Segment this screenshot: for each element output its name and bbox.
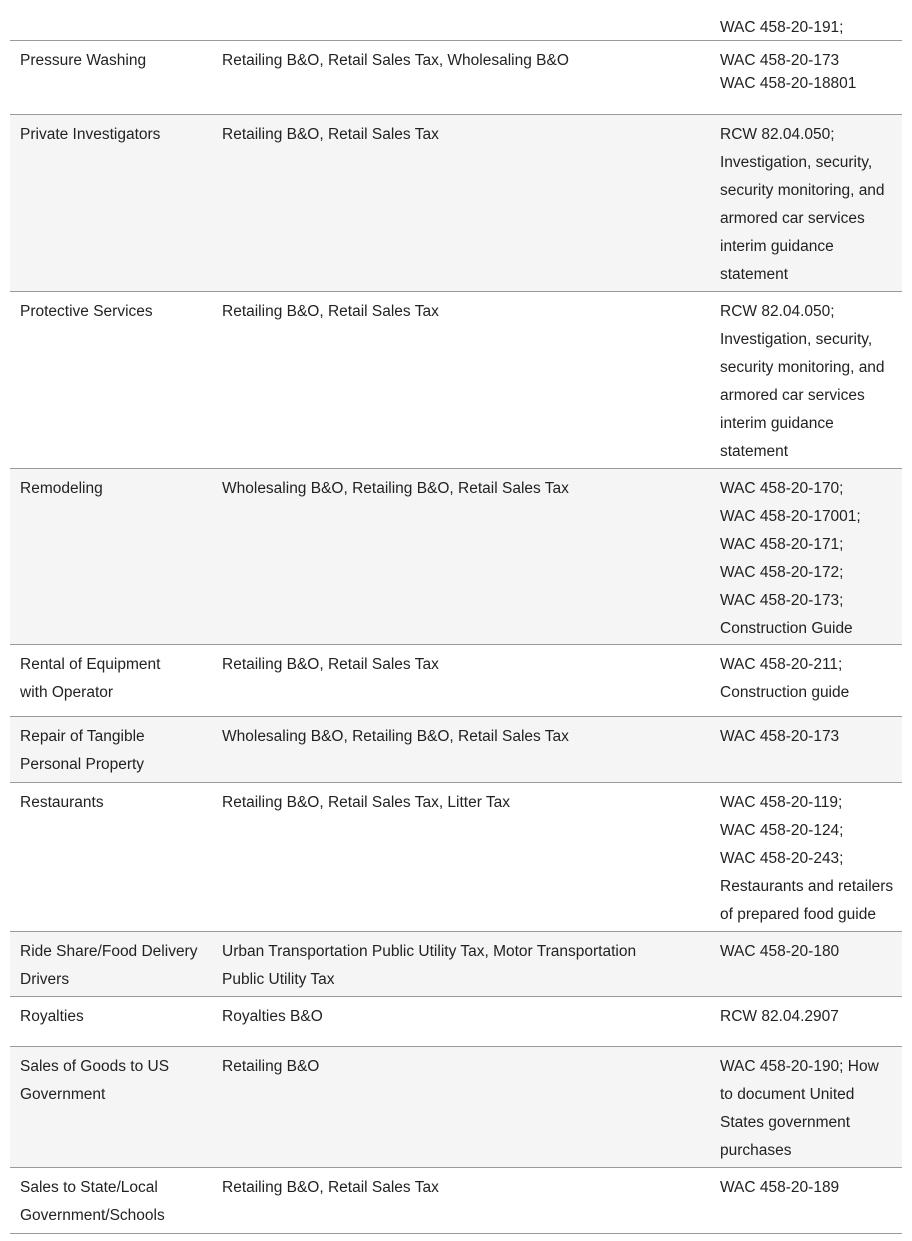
industry-line: Royalties [20,1008,84,1025]
industry-line: Restaurants [20,794,104,811]
reference-line: to document United [720,1086,855,1103]
table-body [10,41,902,1234]
table-row [10,645,902,717]
industry-line: Sales to State/Local [20,1179,158,1196]
reference-line: RCW 82.04.050; [720,303,835,320]
taxes-cell [222,645,712,679]
table-row [10,997,902,1047]
taxes-cell [222,1047,712,1081]
table-row [10,292,902,469]
table-row [10,783,902,932]
reference-line: purchases [720,1142,792,1159]
tax-line: Retailing B&O, Retail Sales Tax [222,126,439,143]
reference-line: WAC 458-20-171; [720,536,844,553]
reference-line: Investigation, security, [720,331,873,348]
reference-line: security monitoring, and [720,359,885,376]
reference-line: WAC 458-20-124; [720,822,844,839]
tax-line: Wholesaling B&O, Retailing B&O, Retail Sales Tax [222,728,569,745]
table-row [10,932,902,997]
references-cell [720,1047,902,1165]
industry-line: Ride Share/Food Delivery [20,943,198,960]
table-row [10,41,902,115]
industry-line: with Operator [20,684,114,701]
table-row [10,469,902,645]
taxes-cell [222,115,712,149]
industry-line: Drivers [20,971,70,988]
industry-cell [20,717,210,779]
tax-line: Public Utility Tax [222,971,335,988]
references-cell [720,115,902,289]
reference-line: RCW 82.04.050; [720,126,835,143]
taxes-cell [222,997,712,1031]
industry-cell [20,115,210,149]
taxes-cell [222,1168,712,1202]
tax-line: Retailing B&O, Retail Sales Tax [222,303,439,320]
reference-line: interim guidance [720,238,834,255]
industry-line: Rental of Equipment [20,656,161,673]
references-cell [720,717,902,751]
reference-line: WAC 458-20-180 [720,943,840,960]
reference-line: RCW 82.04.2907 [720,1008,839,1025]
reference-line: WAC 458-20-173; [720,592,844,609]
reference-line: armored car services [720,387,865,404]
industry-line: Personal Property [20,756,145,773]
taxes-cell [222,41,712,75]
reference-line: Restaurants and retailers [720,878,894,895]
references-cell [720,645,902,707]
reference-line: WAC 458-20-191; [720,19,844,36]
tax-line: Retailing B&O, Retail Sales Tax [222,1179,439,1196]
taxes-cell [222,783,712,817]
reference-line: WAC 458-20-119; [720,794,843,811]
taxes-cell [222,292,712,326]
industry-cell [20,932,210,994]
taxes-cell [222,932,712,994]
industry-cell [20,1168,210,1230]
reference-line: WAC 458-20-18801 [720,75,857,92]
reference-line: Construction guide [720,684,850,701]
reference-line: WAC 458-20-170; [720,480,844,497]
tax-line: Retailing B&O, Retail Sales Tax [222,656,439,673]
industry-cell [20,783,210,817]
industry-line: Sales of Goods to US [20,1058,170,1075]
reference-line: WAC 458-20-190; How [720,1058,879,1075]
reference-line: WAC 458-20-211; [720,656,843,673]
industry-line: Remodeling [20,480,103,497]
reference-line: statement [720,266,789,283]
reference-line: WAC 458-20-243; [720,850,844,867]
industry-cell [20,292,210,326]
taxes-cell [222,717,712,751]
reference-line: interim guidance [720,415,834,432]
references-cell [720,469,902,643]
reference-line: WAC 458-20-173 [720,728,840,745]
table-row [10,717,902,783]
table-row [10,1047,902,1168]
tax-line: Retailing B&O, Retail Sales Tax, Wholesaling B&O [222,52,569,69]
tax-line: Retailing B&O [222,1058,320,1075]
tax-line: Retailing B&O, Retail Sales Tax, Litter Tax [222,794,511,811]
reference-line: Investigation, security, [720,154,873,171]
reference-line: WAC 458-20-189 [720,1179,840,1196]
industry-line: Pressure Washing [20,52,147,69]
references-cell [720,1168,902,1202]
table-row [10,115,902,292]
industry-cell [20,1047,210,1109]
industry-line: Private Investigators [20,126,161,143]
reference-line: States government [720,1114,851,1131]
industry-line: Government [20,1086,106,1103]
industry-line: Repair of Tangible [20,728,145,745]
tax-line: Royalties B&O [222,1008,323,1025]
references-cell [720,41,902,75]
taxes-cell [222,469,712,503]
reference-line: WAC 458-20-172; [720,564,844,581]
tax-line: Urban Transportation Public Utility Tax, Motor Transportation [222,943,637,960]
industry-cell [20,469,210,503]
industry-line: Protective Services [20,303,153,320]
reference-line: WAC 458-20-17001; [720,508,861,525]
industry-cell [20,997,210,1031]
references-cell [720,292,902,466]
industry-cell [20,645,210,707]
reference-line: armored car services [720,210,865,227]
industry-cell [20,41,210,75]
references-cell [720,997,902,1031]
reference-line: security monitoring, and [720,182,885,199]
table-row [10,1168,902,1234]
reference-line: WAC 458-20-173 [720,52,840,69]
reference-line: of prepared food guide [720,906,876,923]
tax-reference-table [10,0,902,1234]
reference-line: Construction Guide [720,620,853,637]
industry-line: Government/Schools [20,1207,165,1224]
references-cell [720,783,902,929]
tax-line: Wholesaling B&O, Retailing B&O, Retail Sales Tax [222,480,569,497]
references-cell [720,932,902,966]
reference-line: statement [720,443,789,460]
